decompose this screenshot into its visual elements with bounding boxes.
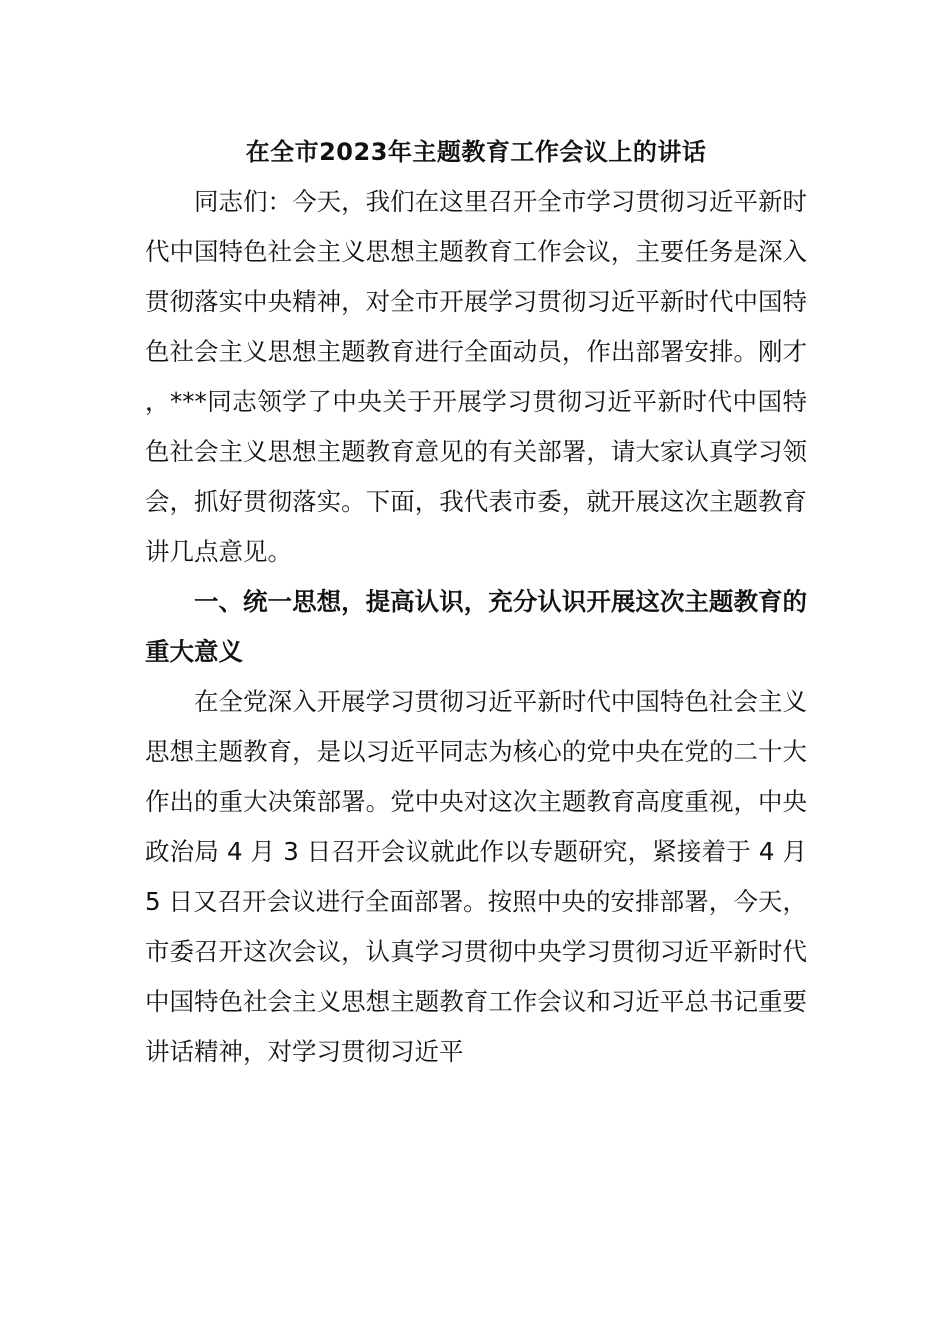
section-heading-1: 一、统一思想，提高认识，充分认识开展这次主题教育的重大意义: [145, 587, 807, 666]
opening-paragraph: 同志们：今天，我们在这里召开全市学习贯彻习近平新时代中国特色社会主义思想主题教育工作会议，主要任务是深入贯彻落实中央精神，对全市开展学习贯彻习近平新时代中国特色社会主义思想主题教育进行全面动员，作出部署安排。刚才，***同志领学了中央关于开展学习贯彻习近平新时代中国特色社会主义思想主题教育意见的有关部署，请大家认真学习领会，抓好贯彻落实。下面，我代表市委，就开展这次主题教育讲几点意见。: [145, 187, 807, 566]
document-body: [145, 127, 807, 1077]
section-1-paragraph: 在全党深入开展学习贯彻习近平新时代中国特色社会主义思想主题教育，是以习近平同志为核心的党中央在党的二十大作出的重大决策部署。党中央对这次主题教育高度重视，中央政治局 4 月 3 日召开会议就此作以专题研究，紧接着于 4 月 5 日又召开会议进行全面部署。按照中央的安排部署，今天，市委召开这次会议，认真学习贯彻中央学习贯彻习近平新时代中国特色社会主义思想主题教育工作会议和习近平总书记重要讲话精神，对学习贯彻习近平: [145, 687, 807, 1066]
document-title: 在全市2023年主题教育工作会议上的讲话: [245, 138, 707, 166]
